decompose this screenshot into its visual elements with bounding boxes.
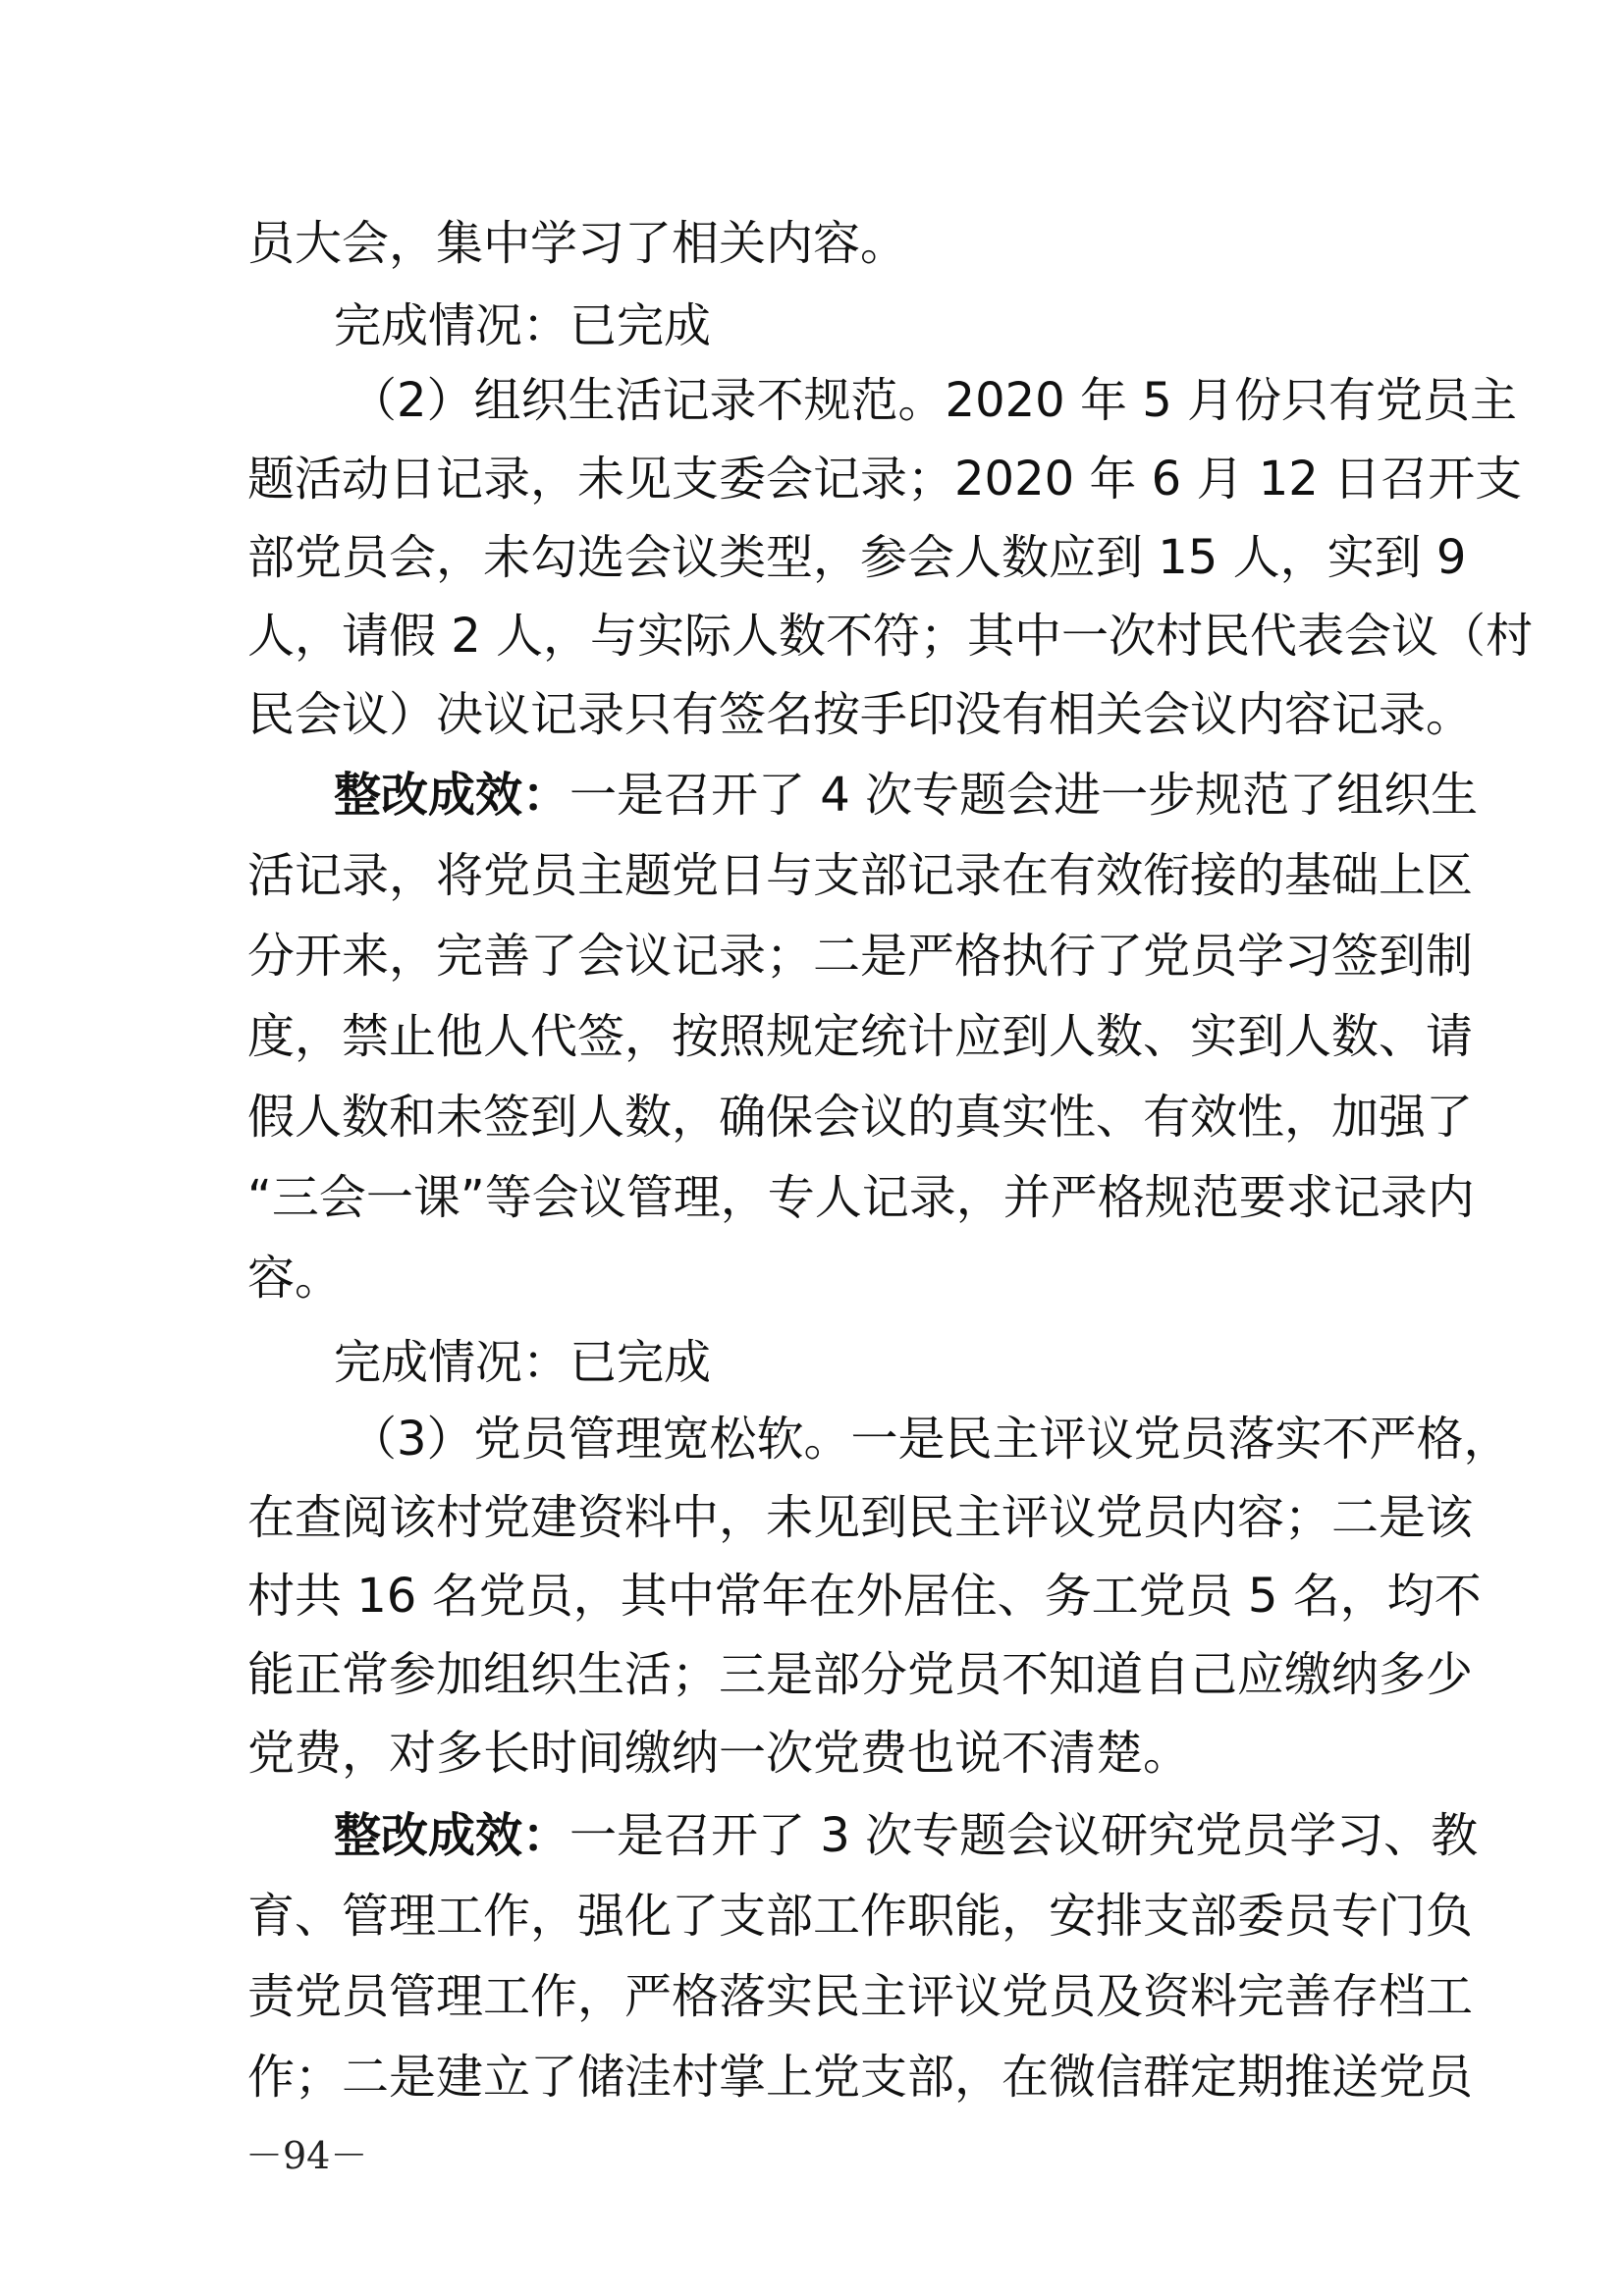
completion-status: 完成情况：已完成 bbox=[334, 1335, 712, 1390]
text-line: 责党员管理工作，严格落实民主评议党员及资料完善存档工 bbox=[247, 1969, 1474, 2024]
text-line: 容。 bbox=[247, 1251, 343, 1306]
text-line: 能正常参加组织生活；三是部分党员不知道自己应缴纳多少 bbox=[247, 1647, 1474, 1702]
rectification-text: 一是召开了 4 次专题会进一步规范了组织生 bbox=[569, 768, 1479, 823]
issue-heading-2: （2）组织生活记录不规范。2020 年 5 月份只有党员主 bbox=[350, 373, 1518, 428]
rectification-label: 整改成效： bbox=[334, 768, 570, 823]
text-line: 党费，对多长时间缴纳一次党费也说不清楚。 bbox=[247, 1726, 1191, 1781]
completion-status: 完成情况：已完成 bbox=[334, 298, 712, 353]
text-line: 在查阅该村党建资料中，未见到民主评议党员内容；二是该 bbox=[247, 1490, 1474, 1545]
text-line: 度，禁止他人代签，按照规定统计应到人数、实到人数、请 bbox=[247, 1009, 1474, 1064]
text-line: 作；二是建立了储洼村掌上党支部，在微信群定期推送党员 bbox=[247, 2050, 1474, 2105]
text-line: 育、管理工作，强化了支部工作职能，安排支部委员专门负 bbox=[247, 1889, 1474, 1944]
text-line: “三会一课”等会议管理，专人记录，并严格规范要求记录内 bbox=[247, 1170, 1475, 1225]
text-line: 分开来，完善了会议记录；二是严格执行了党员学习签到制 bbox=[247, 929, 1474, 984]
text-line: 题活动日记录，未见支委会记录；2020 年 6 月 12 日召开支 bbox=[247, 452, 1523, 507]
text-line: 部党员会，未勾选会议类型，参会人数应到 15 人，实到 9 bbox=[247, 530, 1467, 585]
text-line: 人，请假 2 人，与实际人数不符；其中一次村民代表会议（村 bbox=[247, 609, 1534, 664]
page-number: －94－ bbox=[245, 2134, 368, 2177]
issue-heading-3: （3）党员管理宽松软。一是民主评议党员落实不严格， bbox=[350, 1412, 1511, 1467]
rectification-paragraph-start bbox=[334, 1796, 1479, 1875]
text-line: 村共 16 名党员，其中常年在外居住、务工党员 5 名，均不 bbox=[247, 1569, 1482, 1624]
text-line: 活记录，将党员主题党日与支部记录在有效衔接的基础上区 bbox=[247, 848, 1474, 903]
rectification-text: 一是召开了 3 次专题会议研究党员学习、教 bbox=[569, 1808, 1479, 1863]
rectification-label: 整改成效： bbox=[334, 1808, 570, 1863]
text-line: 员大会，集中学习了相关内容。 bbox=[247, 216, 908, 271]
rectification-paragraph-start bbox=[334, 756, 1479, 834]
text-line: 假人数和未签到人数，确保会议的真实性、有效性，加强了 bbox=[247, 1090, 1474, 1145]
text-line: 民会议）决议记录只有签名按手印没有相关会议内容记录。 bbox=[247, 687, 1474, 742]
